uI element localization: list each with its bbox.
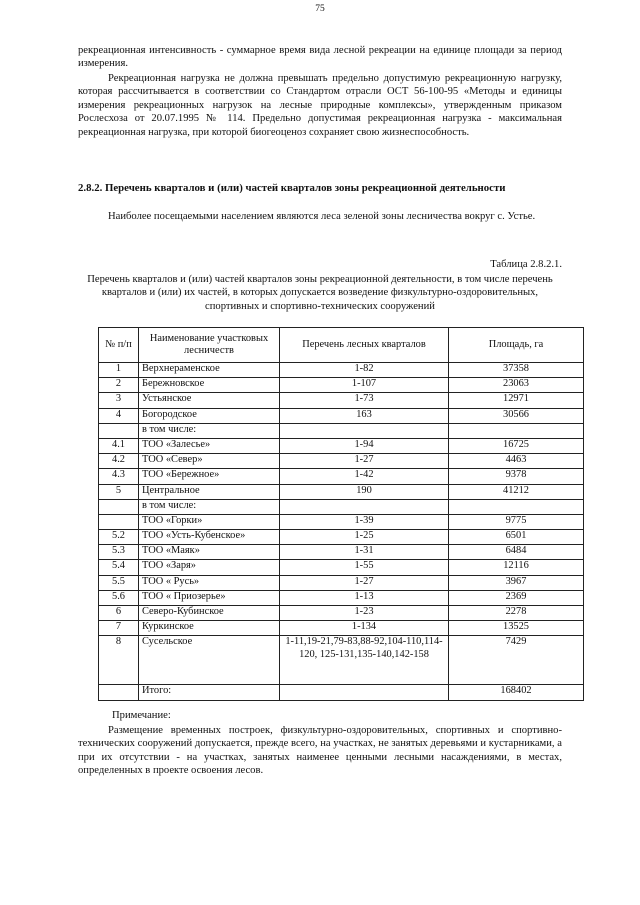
note-text: Размещение временных построек, физкультурно-оздоровительных, спортивных и спортивно-технических сооружений допускается, прежде всего, на участках, не занятых деревьями и кустарниками, а при их отсутствии - на участках, занятых наименее ценными лесными насаждениями, в местах, определенных в проекте освоения лесов. (78, 725, 562, 777)
cell-quarters (280, 499, 449, 514)
cell-quarters (280, 685, 449, 700)
cell-area (449, 499, 584, 514)
cell-num: 1 (99, 363, 139, 378)
cell-quarters: 1-27 (280, 575, 449, 590)
cell-quarters: 1-25 (280, 530, 449, 545)
cell-quarters: 1-73 (280, 393, 449, 408)
cell-quarters: 1-27 (280, 454, 449, 469)
cell-area: 4463 (449, 454, 584, 469)
cell-name: Устьянское (139, 393, 280, 408)
cell-name: Богородское (139, 408, 280, 423)
table-number: Таблица 2.8.2.1. (490, 259, 562, 270)
table-row (99, 469, 584, 484)
cell-name: ТОО «Залесье» (139, 438, 280, 453)
quarters-table (98, 327, 584, 701)
cell-name: в том числе: (139, 423, 280, 438)
cell-quarters: 163 (280, 408, 449, 423)
cell-num: 6 (99, 606, 139, 621)
paragraph-recreational-load: Рекреационная нагрузка не должна превышать предельно допустимую рекреационную нагрузку, которая рассчитывается в соответствии со Стандартом отрасли ОСТ 56-100-95 «Методы и единицы измерения рекреационных нагрузок на лесные природные комплексы», утвержденным приказом Рослесхоза от 20.07.1995 № 114. Предельно допустимая рекреационная нагрузка - максимальная рекреационная нагрузка, при которой биогеоценоз сохраняет свою жизнеспособность. (78, 73, 562, 138)
cell-num (99, 514, 139, 529)
table-caption: Перечень кварталов и (или) частей кварталов зоны рекреационной деятельности, в том числе перечень кварталов и (или) их частей, в которых допускается возведение физкультурно-оздоровительных, спортивных и спортивно-технических сооружений (87, 274, 553, 312)
cell-name: Северо-Кубинское (139, 606, 280, 621)
cell-name: в том числе: (139, 499, 280, 514)
cell-name: ТОО «Заря» (139, 560, 280, 575)
cell-area: 2369 (449, 590, 584, 605)
cell-area: 12116 (449, 560, 584, 575)
cell-num: 5.4 (99, 560, 139, 575)
table-total-row (99, 685, 584, 700)
table-row (99, 408, 584, 423)
cell-num: 5 (99, 484, 139, 499)
cell-quarters: 1-42 (280, 469, 449, 484)
cell-name: ТОО «Север» (139, 454, 280, 469)
cell-num: 7 (99, 621, 139, 636)
cell-num: 4 (99, 408, 139, 423)
paragraph-most-visited: Наиболее посещаемыми населением являются леса зеленой зоны лесничества вокруг с. Устье. (108, 211, 536, 222)
cell-name: ТОО « Русь» (139, 575, 280, 590)
cell-num: 3 (99, 393, 139, 408)
cell-quarters: 1-11,19-21,79-83,88-92,104-110,114-120, 125-131,135-140,142-158 (280, 636, 449, 685)
cell-quarters: 1-94 (280, 438, 449, 453)
cell-name: Бережновское (139, 378, 280, 393)
section-heading: 2.8.2. Перечень кварталов и (или) частей кварталов зоны рекреационной деятельности (78, 182, 506, 194)
table-row (99, 378, 584, 393)
table-row (99, 484, 584, 499)
cell-quarters: 1-134 (280, 621, 449, 636)
cell-name: ТОО «Горки» (139, 514, 280, 529)
paragraph-intensity-definition: рекреационная интенсивность - суммарное время вида лесной рекреации на единице площади за период измерения. (78, 45, 562, 70)
header-name: Наименование участковых лесничеств (139, 328, 280, 363)
cell-name: Верхнераменское (139, 363, 280, 378)
cell-quarters: 1-55 (280, 560, 449, 575)
cell-name: Итого: (139, 685, 280, 700)
cell-area: 16725 (449, 438, 584, 453)
cell-num (99, 685, 139, 700)
cell-area: 6501 (449, 530, 584, 545)
cell-num: 8 (99, 636, 139, 685)
cell-area: 13525 (449, 621, 584, 636)
cell-area: 37358 (449, 363, 584, 378)
cell-area: 2278 (449, 606, 584, 621)
cell-area: 41212 (449, 484, 584, 499)
cell-name: Центральное (139, 484, 280, 499)
cell-area: 23063 (449, 378, 584, 393)
cell-quarters: 1-39 (280, 514, 449, 529)
cell-name: ТОО «Маяк» (139, 545, 280, 560)
cell-num: 5.3 (99, 545, 139, 560)
cell-name: Куркинское (139, 621, 280, 636)
cell-num: 2 (99, 378, 139, 393)
table-row (99, 454, 584, 469)
cell-name: ТОО «Бережное» (139, 469, 280, 484)
header-num: № п/п (99, 328, 139, 363)
header-quarters: Перечень лесных кварталов (280, 328, 449, 363)
table-row (99, 499, 584, 514)
table-row (99, 575, 584, 590)
table-row (99, 530, 584, 545)
cell-area: 3967 (449, 575, 584, 590)
cell-num: 5.5 (99, 575, 139, 590)
table-row (99, 621, 584, 636)
page-number: 75 (315, 4, 325, 14)
cell-name: Сусельское (139, 636, 280, 685)
cell-num: 4.1 (99, 438, 139, 453)
cell-area: 7429 (449, 636, 584, 685)
cell-area: 12971 (449, 393, 584, 408)
cell-area: 9378 (449, 469, 584, 484)
header-area: Площадь, га (449, 328, 584, 363)
cell-quarters: 1-107 (280, 378, 449, 393)
table-row (99, 606, 584, 621)
cell-area (449, 423, 584, 438)
table-row (99, 636, 584, 685)
cell-area: 9775 (449, 514, 584, 529)
table-row (99, 438, 584, 453)
cell-num: 5.2 (99, 530, 139, 545)
cell-quarters: 1-82 (280, 363, 449, 378)
cell-num (99, 499, 139, 514)
cell-num: 4.2 (99, 454, 139, 469)
table-row (99, 590, 584, 605)
note-title: Примечание: (112, 710, 171, 721)
table-row (99, 393, 584, 408)
cell-quarters (280, 423, 449, 438)
cell-num: 4.3 (99, 469, 139, 484)
cell-name: ТОО « Приозерье» (139, 590, 280, 605)
cell-num (99, 423, 139, 438)
cell-quarters: 190 (280, 484, 449, 499)
cell-num: 5.6 (99, 590, 139, 605)
cell-quarters: 1-23 (280, 606, 449, 621)
cell-area: 30566 (449, 408, 584, 423)
cell-name: ТОО «Усть-Кубенское» (139, 530, 280, 545)
cell-area: 168402 (449, 685, 584, 700)
table-row (99, 363, 584, 378)
table-row (99, 545, 584, 560)
table-row (99, 514, 584, 529)
table-header-row (99, 328, 584, 363)
table-row (99, 423, 584, 438)
cell-quarters: 1-13 (280, 590, 449, 605)
cell-quarters: 1-31 (280, 545, 449, 560)
table-row (99, 560, 584, 575)
cell-area: 6484 (449, 545, 584, 560)
